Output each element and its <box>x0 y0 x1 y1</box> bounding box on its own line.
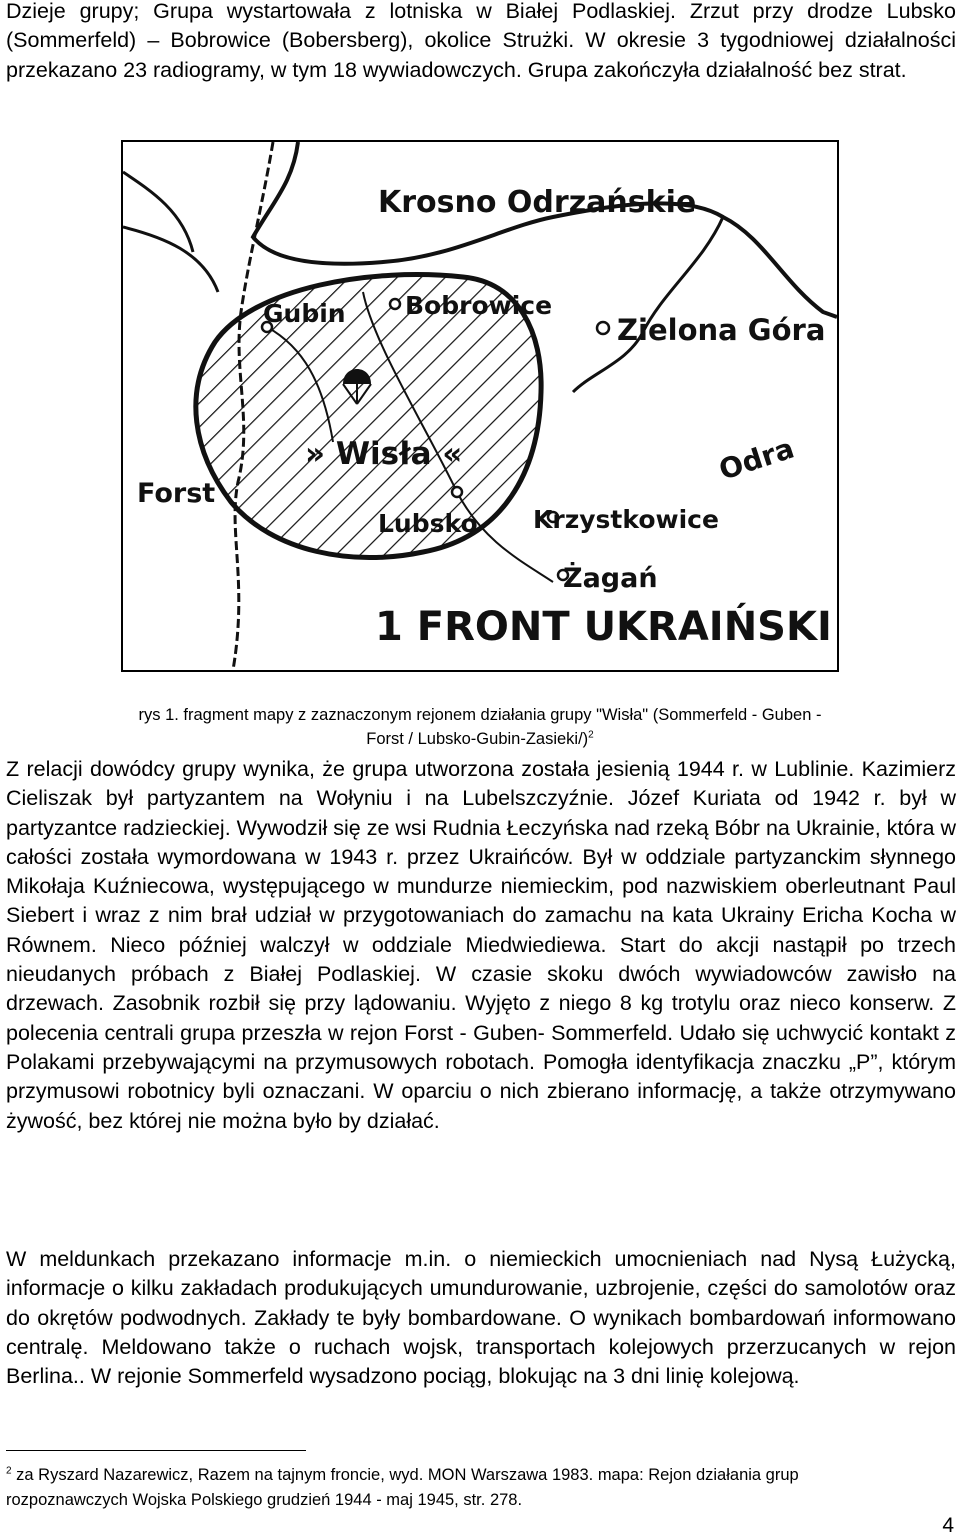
label-odra: Odra <box>714 431 798 487</box>
caption-text: rys 1. fragment mapy z zaznaczonym rejonem działania grupy "Wisła" (Sommerfeld - Guben -Forst / Lubsko-Gubin-Zasieki/) <box>138 706 822 748</box>
label-bobrowice: Bobrowice <box>405 291 553 320</box>
figure-caption <box>120 703 840 751</box>
front-line <box>123 172 218 292</box>
footnote-marker: 2 <box>6 1465 12 1477</box>
label-zielona-gora: Zielona Góra <box>617 313 826 347</box>
label-forst: Forst <box>137 478 216 509</box>
bobrowice-marker <box>390 299 400 309</box>
footnote-divider <box>6 1450 306 1451</box>
page-number: 4 <box>942 1514 954 1537</box>
body-paragraph: Z relacji dowódcy grupy wynika, że grupa utworzona została jesienią 1944 r. w Lublinie. Kazimierz Cieliszak był partyzantem na Wołyniu i na Lubelszczyźnie. Józef Kuriata od 1942 r. był w partyzantce radzieckiej. Wywodził się ze wsi Rudnia Łeczyńska nad rzeką Bóbr na Ukrainie, która w całości została wymordowana w 1943 r. przez Ukraińców. Był w oddziale partyzanckim słynnego Mikołaja Kuźniecowa, występującego w mundurze niemieckim, pod nazwiskiem oberleutnant Paul Siebert i wraz z nim brał udział w przygotowaniach do zamachu na kata Ukrainy Ericha Kocha w Równem. Nieco później walczył w oddziale Miedwiediewa. Start do akcji nastąpił po trzech nieudanych próbach z Białej Podlaskiej. W czasie skoku dwóch wywiadowców zawisło na drzewach. Zasobnik rozbił się przy lądowaniu. Wyjęto z niego 8 kg trotylu oraz nieco konserw. Z polecenia centrali grupa przeszła w rejon Forst - Guben- Sommerfeld. Udało się uchwycić kontakt z Polakami przebywającymi na przymusowych robotach. Pomogła identyfikacja znaczku „P”, którym przymusowi robotnicy byli oznaczani. W oparciu o nich zbierano informację, a także otrzymywano żywość, bez której nie można było by działać. <box>6 757 956 1133</box>
label-zagan: Żagań <box>563 563 658 594</box>
map-figure <box>121 140 839 672</box>
intro-paragraph: Dzieje grupy; Grupa wystartowała z lotniska w Białej Podlaskiej. Zrzut przy drodze Lubsko (Sommerfeld) – Bobrowice (Bobersberg), okolice Strużki. W okresie 3 tygodniowej działalności przekazano 23 radiogramy, w tym 18 wywiadowczych. Grupa zakończyła działalność bez strat. <box>6 0 956 82</box>
label-gubin: Gubin <box>263 299 346 328</box>
label-wisla: » Wisła « <box>305 436 463 472</box>
footnote-text: za Ryszard Nazarewicz, Razem na tajnym froncie, wyd. MON Warszawa 1983. mapa: Rejon działania grup rozpoznawczych Wojska Polskiego grudzień 1944 - maj 1945, str. 278. <box>6 1466 799 1509</box>
bobr-river <box>573 217 723 392</box>
lubsko-marker <box>452 487 462 497</box>
label-krosno: Krosno Odrzańskie <box>378 185 697 220</box>
label-lubsko: Lubsko <box>378 509 478 538</box>
caption-footnote-ref: 2 <box>588 729 594 741</box>
label-krzystkowice: Krzystkowice <box>533 505 719 534</box>
zielona-gora-marker <box>597 322 609 334</box>
footnote <box>6 1463 906 1513</box>
label-front: 1 FRONT UKRAIŃSKI <box>375 604 832 650</box>
reports-paragraph: W meldunkach przekazano informacje m.in. o niemieckich umocnieniach nad Nysą Łużycką, informacje o kilku zakładach produkujących umundurowanie, uzbrojenie, części do samolotów oraz do okrętów podwodnych. Zakłady te były bombardowane. O wynikach bombardowań informowano centralę. Meldowano także o ruchach wojsk, transportach kolejowych przerzucanych w rejon Berlina.. W rejonie Sommerfeld wysadzono pociąg, blokując na 3 dni linię kolejową. <box>6 1247 956 1389</box>
